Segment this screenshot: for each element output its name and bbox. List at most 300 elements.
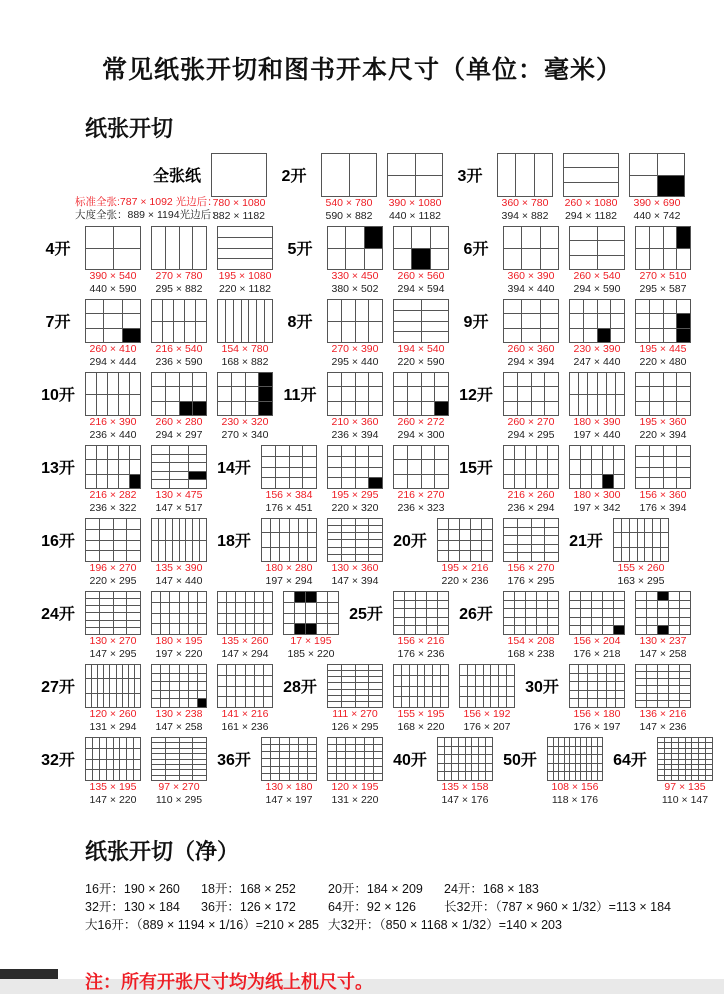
sheet-cell [679,743,685,747]
sheet-cell [564,168,618,181]
sheet-cell [350,154,377,196]
sheet-cell [114,599,127,605]
sheet-cell [526,475,536,488]
sheet-cell [328,738,336,744]
sheet-cell [100,621,113,627]
cut-count-label: 12开 [459,386,493,404]
sheet-cell [246,697,254,707]
paper-cut-diagram [500,518,562,588]
sheet-cell [262,548,270,561]
sheet-cell [518,402,531,415]
sheet-cell [416,618,426,626]
sheet-cell [218,603,226,613]
cut-pattern-box [635,299,691,343]
trimmed-size: 195 × 216 [441,562,489,574]
sheet-cell [449,551,459,561]
sheet-cell [218,614,226,624]
untrimmed-size: 176 × 295 [507,575,555,587]
sheet-cell [479,772,485,780]
sheet-cell [579,674,587,682]
sheet-cell [130,373,140,394]
sheet-cell [664,249,677,270]
sheet-cell [518,373,531,386]
sheet-cell [342,677,355,682]
sheet-cell [198,603,206,613]
sheet-cell [518,519,531,527]
sheet-cell [427,626,437,634]
sheet-cell [369,696,382,701]
sheet-cell [127,770,133,780]
sheet-cell [193,776,206,780]
sheet-cell [679,749,685,753]
paper-cut-diagram [214,226,276,296]
sheet-cell [680,679,690,685]
sheet-cell [581,755,586,763]
sheet-cell [545,536,558,544]
sheet-cell [152,760,165,764]
sheet-cell [290,774,298,780]
sheet-cell [356,548,369,554]
net-size-line [85,916,724,934]
sheet-cell [117,665,122,678]
untrimmed-size: 236 × 323 [397,502,445,514]
sheet-cell [255,687,263,697]
sheet-cell [680,665,690,671]
paper-cut-diagram [82,226,144,296]
sheet-cell [677,402,690,415]
paper-cut-diagram [148,445,210,515]
waste-cell [658,592,668,600]
untrimmed-size: 220 × 394 [639,429,687,441]
sheet-cell [108,446,118,459]
untrimmed-size: 168 × 220 [397,721,445,733]
sheet-cell [522,329,539,342]
sheet-cell [262,745,270,751]
sheet-cell [427,601,437,609]
sheet-cell [636,373,649,386]
sheet-cell [476,676,483,686]
sheet-cell [152,614,160,624]
untrimmed-size: 147 × 176 [441,794,489,806]
sheet-cell [479,747,485,755]
sheet-cell [394,618,404,626]
sheet-cell [374,774,382,780]
sheet-cell [232,387,245,400]
sheet-cell [130,460,140,473]
sheet-cell [706,770,712,774]
sheet-cell [127,592,140,598]
sheet-cell [262,519,270,532]
sheet-cell [598,300,611,313]
sheet-cell [134,770,140,780]
sheet-cell [328,745,336,751]
sheet-cell [636,314,649,327]
sheet-cell [86,329,103,342]
sheet-cell [86,694,91,707]
paper-cut-diagram [626,153,688,223]
sheet-cell [166,749,179,753]
sheet-cell [680,592,690,600]
sheet-cell [653,519,660,532]
sheet-cell [564,183,618,196]
sheet-cell [636,446,649,456]
sheet-cell [92,665,97,678]
trimmed-size: 230 × 390 [573,343,621,355]
sheet-cell [86,519,99,529]
sheet-cell [664,227,677,248]
net-size-item: 32开：130 × 184 [85,900,180,914]
sheet-cell [356,696,369,701]
sheet-cell [658,770,664,774]
sheet-cell [679,760,685,764]
sheet-cell [680,618,690,626]
cut-pattern-box [497,153,553,197]
sheet-cell [246,402,259,415]
sheet-cell [227,676,235,686]
sheet-cell [346,227,363,248]
sheet-cell [438,618,448,626]
sheet-cell [699,738,705,742]
untrimmed-size: 185 × 220 [287,648,335,660]
sheet-cell [537,446,547,459]
trimmed-size: 260 × 272 [397,416,445,428]
sheet-cell [598,764,603,772]
untrimmed-size: 220 × 480 [639,356,687,368]
sheet-cell [541,329,558,342]
sheet-cell [466,755,472,763]
sheet-cell [200,519,206,540]
sheet-cell [246,387,259,400]
sheet-cell [636,227,649,248]
sheet-cell [427,592,437,600]
sheet-cell [337,767,345,773]
sheet-cell [328,759,336,765]
waste-cell [180,402,193,415]
sheet-cell [173,541,179,562]
sheet-cell [603,618,613,626]
sheet-cell [365,767,373,773]
sheet-cell [328,702,341,707]
sheet-cell [98,694,103,707]
cut-pattern-box [85,299,141,343]
sheet-cell [650,468,663,478]
paper-cut-diagram [500,591,562,661]
diagram-row [0,664,724,734]
sheet-cell [356,446,369,456]
sheet-cell [598,699,606,707]
sheet-cell [592,755,597,763]
sheet-cell [422,311,449,321]
sheet-cell [479,755,485,763]
untrimmed-size: 176 × 451 [265,502,313,514]
cut-count-label: 64开 [613,751,647,769]
sheet-cell [369,548,382,554]
cut-pattern-box [437,737,493,781]
page-title: 常见纸张开切和图书开本尺寸（单位：毫米） [101,56,622,84]
sheet-cell [581,626,591,634]
sheet-cell [650,227,663,248]
sheet-cell [636,478,649,488]
sheet-cell [394,300,421,310]
sheet-cell [647,626,657,634]
sheet-cell [328,227,345,248]
sheet-cell [482,530,492,540]
sheet-cell [598,755,603,763]
sheet-cell [328,446,341,456]
cut-pattern-box [393,664,449,708]
sheet-cell [603,609,613,617]
sheet-cell [581,618,591,626]
paper-cut-diagram [632,299,694,369]
sheet-cell [198,592,206,602]
untrimmed-size: 590 × 882 [325,210,373,222]
sheet-cell [100,770,106,780]
sheet-cell [328,478,341,488]
sheet-cell [441,697,448,707]
sheet-cell [664,402,677,415]
sheet-cell [328,249,345,270]
sheet-cell [598,691,606,699]
sheet-cell [570,475,580,488]
sheet-cell [257,300,264,342]
sheet-cell [342,387,355,400]
trimmed-size: 135 × 390 [155,562,203,574]
untrimmed-size: 220 × 295 [89,575,137,587]
cut-pattern-box [327,518,383,562]
sheet-cell [152,592,160,602]
sheet-cell [677,457,690,467]
sheet-cell [706,754,712,758]
sheet-cell [308,533,316,546]
sheet-cell [299,759,307,765]
sheet-cell [515,609,525,617]
sheet-cell [152,770,165,774]
sheet-cell [170,691,178,699]
sheet-cell [650,300,663,313]
sheet-cell [658,694,668,700]
sheet-cell [394,387,407,400]
trimmed-size: 156 × 270 [507,562,555,574]
sheet-cell [679,776,685,780]
sheet-cell [100,606,113,612]
sheet-cell [97,395,107,416]
sheet-cell [100,551,113,561]
cut-pattern-box [635,226,691,270]
sheet-cell [636,686,646,692]
paper-cut-diagram [560,153,622,223]
sheet-cell [198,624,206,634]
sheet-cell [299,767,307,773]
net-size-item: 64开：92 × 126 [328,900,416,914]
sheet-cell [308,548,316,561]
waste-cell [306,592,316,602]
sheet-cell [365,752,373,758]
sheet-cell [166,743,179,747]
paper-cut-diagram [324,518,386,588]
sheet-cell [218,592,226,602]
sheet-cell [438,772,444,780]
sheet-cell [98,679,103,692]
trimmed-size: 156 × 216 [397,635,445,647]
sheet-cell [193,760,206,764]
sheet-cell [236,592,244,602]
sheet-cell [276,468,289,478]
sheet-cell [346,738,354,744]
sheet-cell [504,545,517,553]
cut-pattern-box [503,299,559,343]
trimmed-size: 270 × 390 [331,343,379,355]
sheet-cell [408,402,421,415]
sheet-cell [484,687,491,697]
sheet-cell [616,682,624,690]
sheet-cell [548,738,553,746]
sheet-cell [317,624,327,634]
sheet-cell [504,536,517,544]
sheet-cell [486,764,492,772]
sheet-cell [114,519,127,529]
sheet-cell [653,533,660,546]
sheet-cell [559,738,564,746]
sheet-cell [588,699,596,707]
cut-pattern-box [393,372,449,416]
sheet-cell [459,747,465,755]
sheet-cell [616,674,624,682]
sheet-cell [636,701,646,707]
sheet-cell [545,553,558,561]
sheet-cell [369,671,382,676]
net-size-item: 16开：190 × 260 [85,882,180,896]
sheet-cell [526,618,536,626]
sheet-cell [699,743,705,747]
sheet-cell [265,300,272,342]
sheet-cell [603,460,613,473]
sheet-cell [86,551,99,561]
cut-count-label: 26开 [459,605,493,623]
sheet-cell [198,682,206,690]
sheet-cell [699,749,705,753]
sheet-cell [356,300,369,321]
sheet-cell [166,770,179,774]
sheet-cell [588,674,596,682]
sheet-cell [537,592,547,600]
sheet-cell [196,300,206,321]
sheet-cell [127,530,140,540]
sheet-cell [498,154,515,196]
sheet-cell [650,402,663,415]
sheet-cell [507,676,514,686]
sheet-cell [449,519,459,529]
sheet-cell [438,747,444,755]
cut-pattern-box [503,518,559,562]
sheet-cell [515,475,525,488]
paper-cut-diagram [82,445,144,515]
sheet-cell [636,468,649,478]
sheet-cell [134,738,140,748]
cut-pattern-box [635,591,691,635]
sheet-cell [328,387,341,400]
sheet-cell [180,227,193,269]
paper-cut-diagram [632,591,694,661]
sheet-cell [614,618,624,626]
sheet-cell [166,227,179,269]
untrimmed-size: 220 × 320 [331,502,379,514]
sheet-cell [647,672,657,678]
sheet-cell [114,621,127,627]
sheet-cell [246,676,254,686]
sheet-cell [271,752,279,758]
sheet-cell [328,555,341,561]
sheet-cell [692,776,698,780]
untrimmed-size: 294 × 590 [573,283,621,295]
sheet-cell [664,446,677,456]
sheet-cell [394,460,407,473]
sheet-cell [100,530,113,540]
net-size-item: 大16开：（889 × 1194 × 1/16）=210 × 285 [85,918,319,932]
sheet-cell [491,676,498,686]
sheet-cell [108,373,118,394]
paper-cut-diagram [390,445,452,515]
sheet-cell [342,671,355,676]
sheet-cell [650,373,663,386]
cut-count-label: 30开 [525,678,559,696]
sheet-cell [658,754,664,758]
sheet-cell [86,613,99,619]
sheet-cell [658,743,664,747]
trimmed-size: 195 × 360 [639,416,687,428]
sheet-cell [246,603,254,613]
sheet-cell [438,551,448,561]
sheet-cell [218,676,226,686]
sheet-cell [119,373,129,394]
sheet-cell [504,373,517,386]
sheet-cell [532,536,545,544]
sheet-cell [114,541,127,551]
sheet-cell [189,665,197,673]
sheet-cell [271,767,279,773]
sheet-cell [135,679,140,692]
sheet-cell [180,665,188,673]
sheet-cell [129,694,134,707]
sheet-cell [161,674,169,682]
sheet-cell [86,665,91,678]
sheet-cell [650,478,663,488]
sheet-cell [295,614,305,624]
sheet-cell [284,603,294,613]
waste-cell [295,624,305,634]
sheet-cell [588,691,596,699]
sheet-cell [236,665,244,675]
sheet-cell [255,592,263,602]
sheet-cell [570,626,580,634]
trimmed-size: 156 × 180 [573,708,621,720]
sheet-cell [445,738,451,746]
sheet-cell [322,154,349,196]
cut-pattern-box [387,153,443,197]
sheet-cell [445,755,451,763]
sheet-cell [564,154,618,167]
sheet-cell [598,747,603,755]
sheet-cell [504,601,514,609]
sheet-cell [394,687,401,697]
sheet-cell [661,548,668,561]
sheet-cell [588,682,596,690]
sheet-cell [86,679,91,692]
sheet-cell [422,300,449,310]
cut-pattern-box [569,664,625,708]
sheet-cell [665,738,671,742]
sheet-cell [104,300,121,313]
sheet-cell [616,699,624,707]
